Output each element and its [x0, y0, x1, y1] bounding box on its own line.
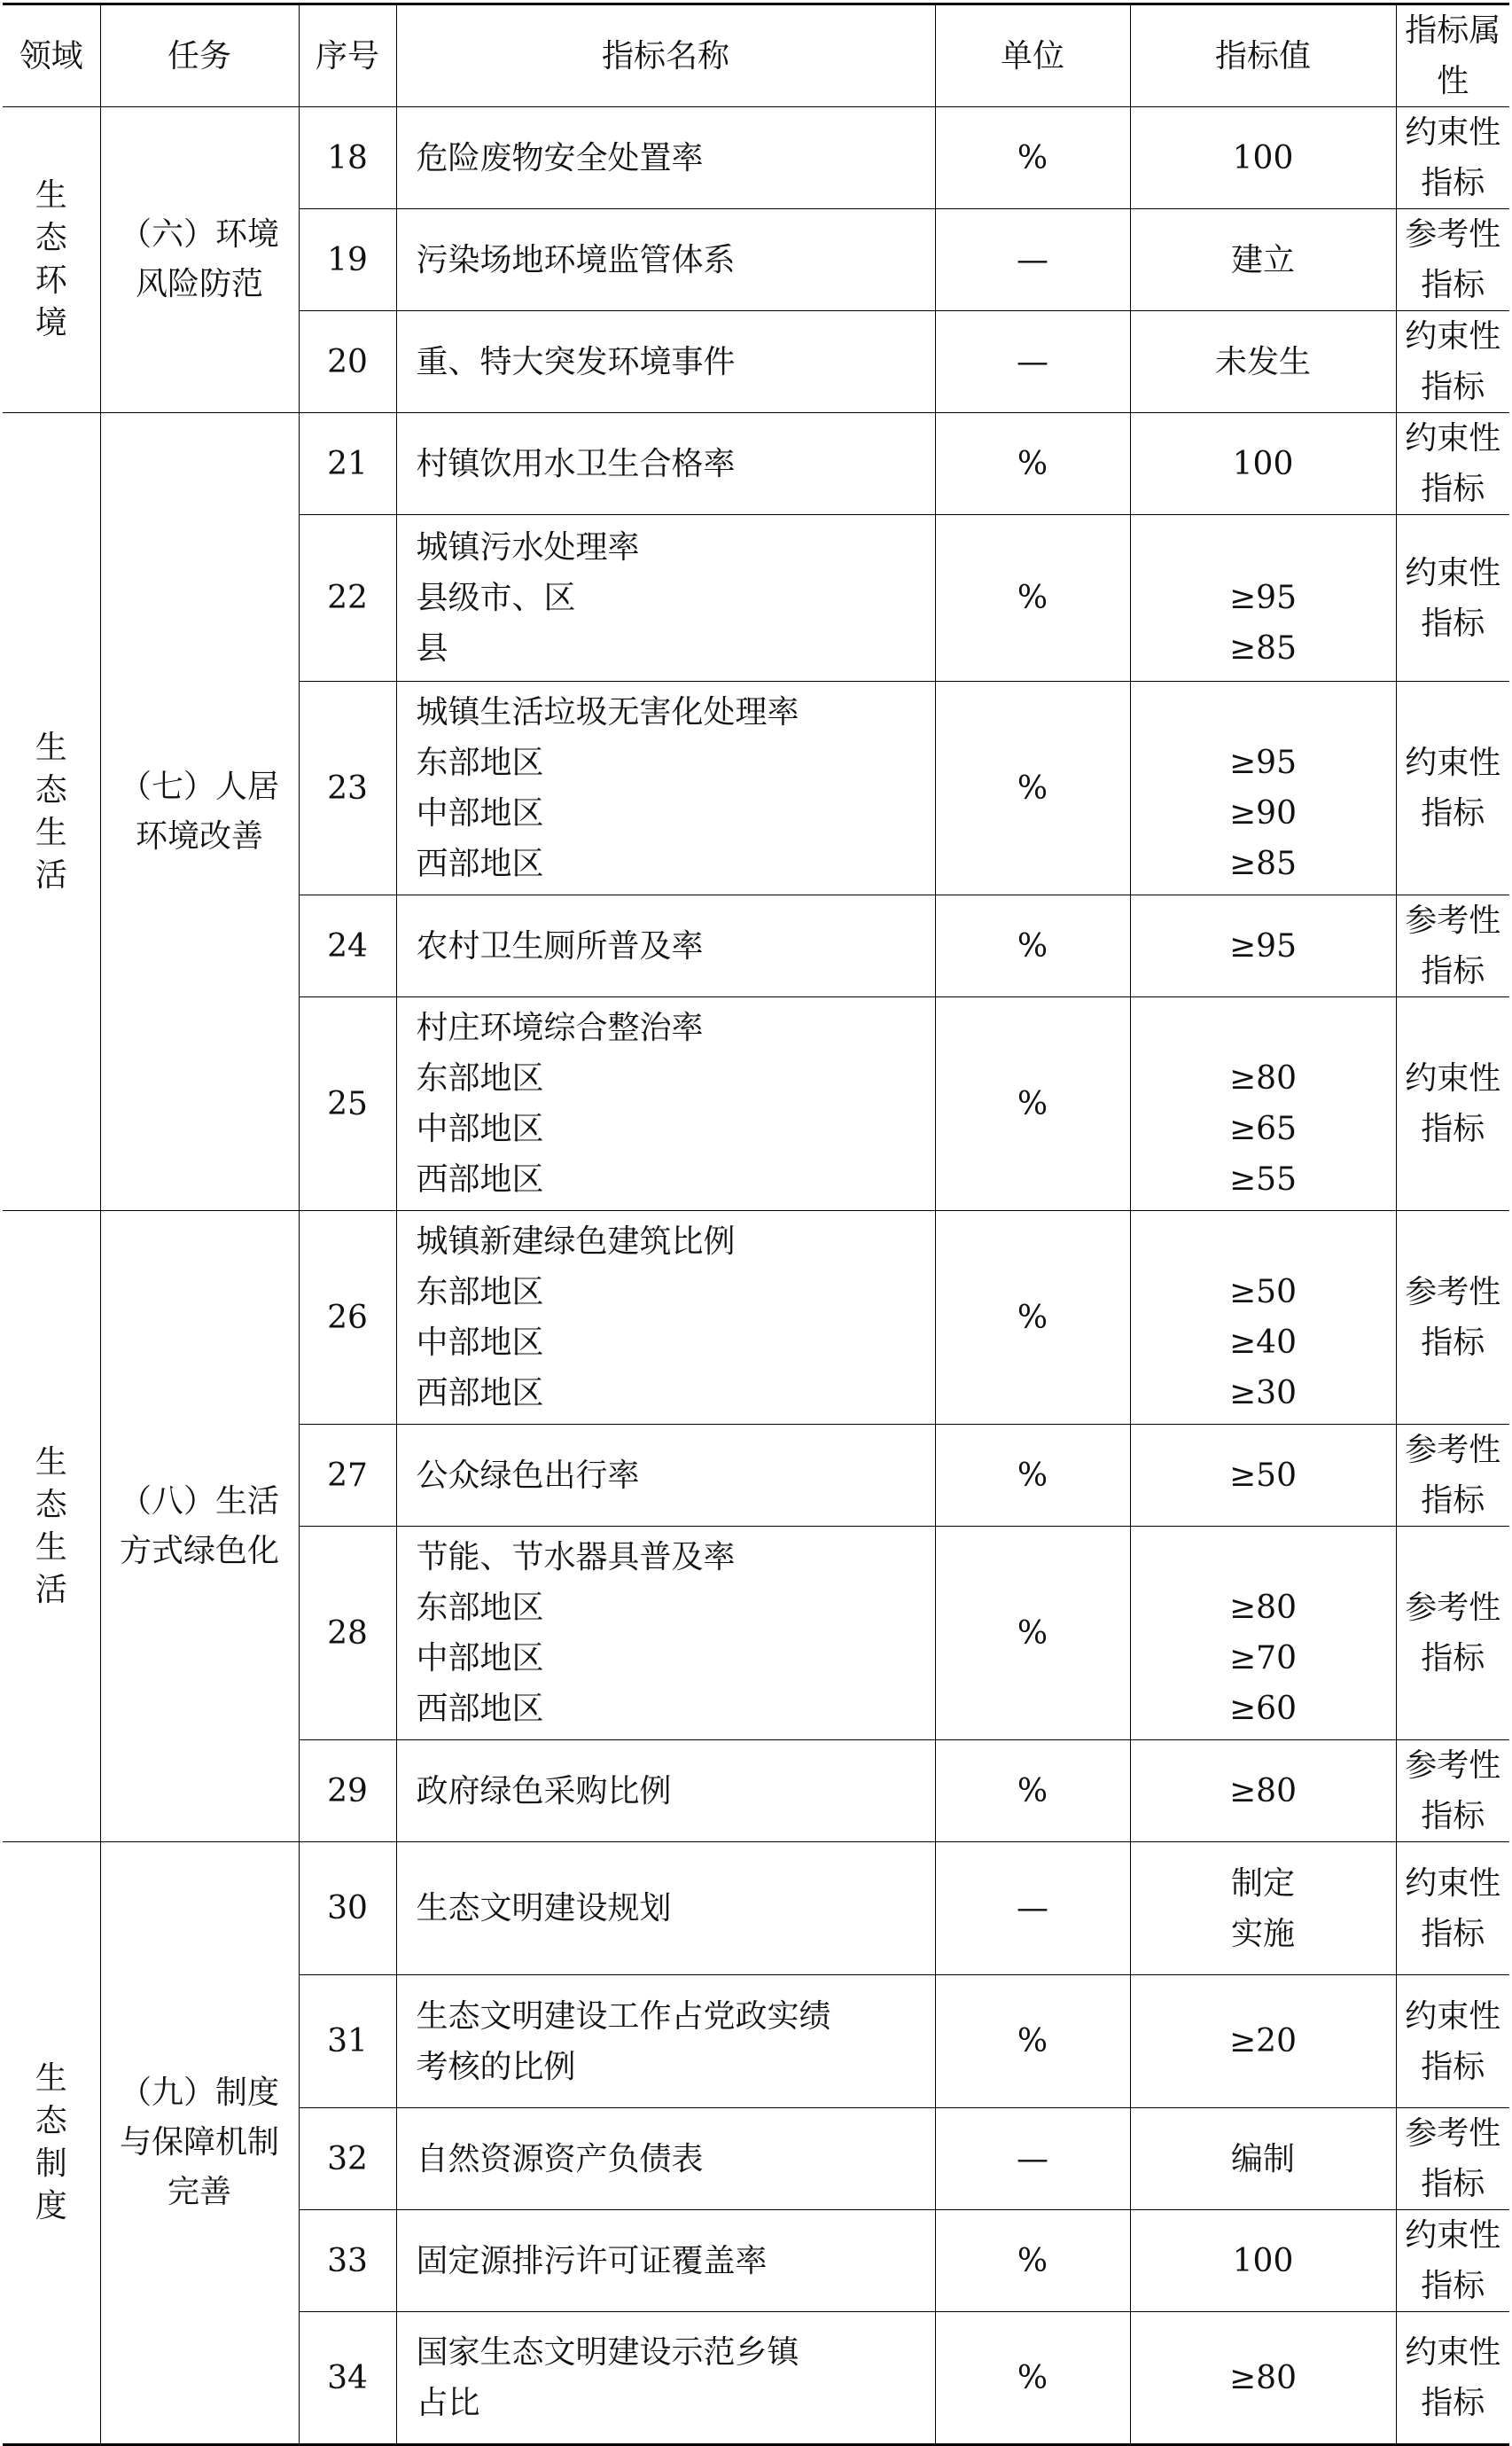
value-cell: ≥95 ≥85: [1130, 515, 1396, 682]
indicator-name-cell: 生态文明建设规划: [396, 1842, 935, 1975]
task-cell: （八）生活方式绿色化: [100, 1211, 299, 1842]
table-row: [3, 1211, 1509, 1425]
value-cell: 建立: [1130, 209, 1396, 311]
value-cell: 100: [1130, 413, 1396, 515]
attribute-cell: 参考性指标: [1396, 2108, 1509, 2210]
seq-cell: 23: [299, 682, 396, 895]
seq-cell: 33: [299, 2210, 396, 2312]
seq-cell: 27: [299, 1425, 396, 1527]
indicator-name-cell: 重、特大突发环境事件: [396, 311, 935, 413]
domain-cell: 生态生活: [3, 1211, 100, 1842]
seq-cell: 32: [299, 2108, 396, 2210]
seq-cell: 34: [299, 2312, 396, 2445]
value-cell: 100: [1130, 107, 1396, 209]
attribute-cell: 参考性指标: [1396, 1527, 1509, 1740]
indicator-name-cell: 农村卫生厕所普及率: [396, 895, 935, 997]
indicator-name-cell: 公众绿色出行率: [396, 1425, 935, 1527]
value-cell: ≥95: [1130, 895, 1396, 997]
indicator-name-cell: 生态文明建设工作占党政实绩 考核的比例: [396, 1975, 935, 2108]
seq-cell: 29: [299, 1740, 396, 1842]
seq-cell: 22: [299, 515, 396, 682]
value-cell: ≥80 ≥70 ≥60: [1130, 1527, 1396, 1740]
attribute-cell: 参考性指标: [1396, 1740, 1509, 1842]
value-cell: ≥95 ≥90 ≥85: [1130, 682, 1396, 895]
attribute-cell: 参考性指标: [1396, 895, 1509, 997]
unit-cell: —: [935, 2108, 1130, 2210]
indicator-name-cell: 自然资源资产负债表: [396, 2108, 935, 2210]
domain-cell: 生态环境: [3, 107, 100, 413]
indicator-name-cell: 村镇饮用水卫生合格率: [396, 413, 935, 515]
seq-cell: 25: [299, 997, 396, 1211]
indicator-name-cell: 村庄环境综合整治率 东部地区 中部地区 西部地区: [396, 997, 935, 1211]
value-cell: 制定 实施: [1130, 1842, 1396, 1975]
unit-cell: %: [935, 1425, 1130, 1527]
unit-cell: %: [935, 997, 1130, 1211]
table-row: [3, 413, 1509, 515]
unit-cell: %: [935, 515, 1130, 682]
unit-cell: %: [935, 1527, 1130, 1740]
unit-cell: %: [935, 413, 1130, 515]
table-row: [3, 1842, 1509, 1975]
indicator-name-cell: 城镇生活垃圾无害化处理率 东部地区 中部地区 西部地区: [396, 682, 935, 895]
attribute-cell: 约束性指标: [1396, 1842, 1509, 1975]
attribute-cell: 约束性指标: [1396, 2312, 1509, 2445]
indicator-name-cell: 污染场地环境监管体系: [396, 209, 935, 311]
indicator-name-cell: 城镇新建绿色建筑比例 东部地区 中部地区 西部地区: [396, 1211, 935, 1425]
unit-cell: —: [935, 209, 1130, 311]
value-cell: ≥80: [1130, 1740, 1396, 1842]
header-domain: 领域: [3, 4, 100, 107]
attribute-cell: 参考性指标: [1396, 209, 1509, 311]
seq-cell: 31: [299, 1975, 396, 2108]
unit-cell: %: [935, 1975, 1130, 2108]
attribute-cell: 约束性指标: [1396, 997, 1509, 1211]
header-indicator-name: 指标名称: [396, 4, 935, 107]
value-cell: 编制: [1130, 2108, 1396, 2210]
seq-cell: 20: [299, 311, 396, 413]
indicator-name-cell: 危险废物安全处置率: [396, 107, 935, 209]
seq-cell: 19: [299, 209, 396, 311]
attribute-cell: 参考性指标: [1396, 1425, 1509, 1527]
indicator-name-cell: 政府绿色采购比例: [396, 1740, 935, 1842]
seq-cell: 18: [299, 107, 396, 209]
value-cell: ≥80 ≥65 ≥55: [1130, 997, 1396, 1211]
indicator-name-cell: 节能、节水器具普及率 东部地区 中部地区 西部地区: [396, 1527, 935, 1740]
unit-cell: %: [935, 2312, 1130, 2445]
seq-cell: 30: [299, 1842, 396, 1975]
unit-cell: —: [935, 311, 1130, 413]
unit-cell: %: [935, 107, 1130, 209]
indicator-name-cell: 固定源排污许可证覆盖率: [396, 2210, 935, 2312]
value-cell: 未发生: [1130, 311, 1396, 413]
attribute-cell: 约束性指标: [1396, 413, 1509, 515]
attribute-cell: 约束性指标: [1396, 515, 1509, 682]
attribute-cell: 参考性指标: [1396, 1211, 1509, 1425]
value-cell: 100: [1130, 2210, 1396, 2312]
attribute-cell: 约束性指标: [1396, 682, 1509, 895]
table-row: [3, 107, 1509, 209]
domain-cell: 生态生活: [3, 413, 100, 1211]
header-task: 任务: [100, 4, 299, 107]
header-row: [3, 4, 1509, 107]
unit-cell: %: [935, 682, 1130, 895]
header-unit: 单位: [935, 4, 1130, 107]
indicator-name-cell: 国家生态文明建设示范乡镇 占比: [396, 2312, 935, 2445]
unit-cell: —: [935, 1842, 1130, 1975]
attribute-cell: 约束性指标: [1396, 311, 1509, 413]
unit-cell: %: [935, 1740, 1130, 1842]
task-cell: （六）环境风险防范: [100, 107, 299, 413]
seq-cell: 28: [299, 1527, 396, 1740]
unit-cell: %: [935, 2210, 1130, 2312]
attribute-cell: 约束性指标: [1396, 1975, 1509, 2108]
header-attribute: 指标属性: [1396, 4, 1509, 107]
seq-cell: 24: [299, 895, 396, 997]
attribute-cell: 约束性指标: [1396, 107, 1509, 209]
task-cell: （九）制度与保障机制完善: [100, 1842, 299, 2445]
indicator-name-cell: 城镇污水处理率 县级市、区 县: [396, 515, 935, 682]
attribute-cell: 约束性指标: [1396, 2210, 1509, 2312]
header-seq: 序号: [299, 4, 396, 107]
value-cell: ≥50: [1130, 1425, 1396, 1527]
unit-cell: %: [935, 895, 1130, 997]
task-cell: （七）人居环境改善: [100, 413, 299, 1211]
seq-cell: 21: [299, 413, 396, 515]
domain-cell: 生态制度: [3, 1842, 100, 2445]
indicator-table: [3, 3, 1509, 2446]
value-cell: ≥20: [1130, 1975, 1396, 2108]
seq-cell: 26: [299, 1211, 396, 1425]
value-cell: ≥50 ≥40 ≥30: [1130, 1211, 1396, 1425]
unit-cell: %: [935, 1211, 1130, 1425]
header-value: 指标值: [1130, 4, 1396, 107]
value-cell: ≥80: [1130, 2312, 1396, 2445]
